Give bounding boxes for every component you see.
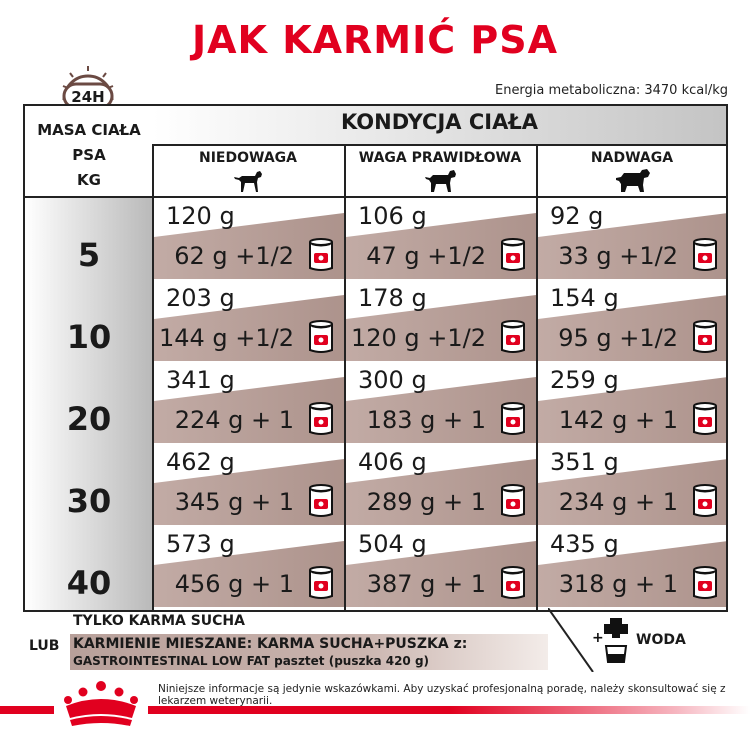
- dry-only-amount: 106 g: [358, 202, 427, 230]
- dry-only-amount: 178 g: [358, 284, 427, 312]
- mixed-amount: 456 g + 1: [174, 570, 294, 598]
- water-label: WODA: [636, 632, 686, 648]
- weight-header-line3: KG: [77, 171, 101, 189]
- mixed-amount: 183 g + 1: [366, 406, 486, 434]
- col-header-normal: WAGA PRAWIDŁOWA: [358, 150, 522, 166]
- weight-value: 30: [66, 482, 112, 520]
- dry-only-amount: 259 g: [550, 366, 619, 394]
- legend-or: LUB: [29, 638, 60, 654]
- condition-header: KONDYCJA CIAŁA: [340, 110, 539, 134]
- weight-value: 20: [66, 400, 112, 438]
- dry-only-amount: 462 g: [166, 448, 235, 476]
- mixed-amount: 345 g + 1: [174, 488, 294, 516]
- weight-header-line2: PSA: [72, 146, 106, 164]
- mixed-amount: 234 g + 1: [558, 488, 678, 516]
- mixed-amount: 62 g +1/2: [174, 242, 294, 270]
- legend-dry-only: TYLKO KARMA SUCHA: [73, 613, 245, 629]
- weight-value: 5: [77, 236, 101, 274]
- mixed-amount: 47 g +1/2: [366, 242, 486, 270]
- dry-only-amount: 504 g: [358, 530, 427, 558]
- disclaimer: Niniejsze informacje są jedynie wskazówkami. Aby uzyskać profesjonalną poradę, należy skonsultować się z lekarzem weterynarii.: [158, 683, 726, 707]
- dry-only-amount: 300 g: [358, 366, 427, 394]
- dry-only-amount: 435 g: [550, 530, 619, 558]
- mixed-amount: 318 g + 1: [558, 570, 678, 598]
- dry-only-amount: 351 g: [550, 448, 619, 476]
- dry-only-amount: 154 g: [550, 284, 619, 312]
- clock-label: 24H: [71, 88, 105, 106]
- col-header-overweight: NADWAGA: [590, 150, 674, 166]
- dry-only-amount: 573 g: [166, 530, 235, 558]
- col-header-underweight: NIEDOWAGA: [199, 150, 297, 166]
- mixed-amount: 387 g + 1: [366, 570, 486, 598]
- water-plus: +: [592, 630, 604, 646]
- dry-only-amount: 120 g: [166, 202, 235, 230]
- weight-value: 40: [66, 564, 112, 602]
- weight-header-line1: MASA CIAŁA: [37, 121, 141, 139]
- royal-canin-crown-logo: [48, 672, 154, 732]
- dry-only-amount: 92 g: [550, 202, 604, 230]
- page-title: JAK KARMIĆ PSA: [191, 18, 559, 62]
- dry-only-amount: 406 g: [358, 448, 427, 476]
- mixed-amount: 144 g +1/2: [158, 324, 294, 352]
- table-frame: [23, 104, 728, 612]
- mixed-amount: 120 g +1/2: [350, 324, 486, 352]
- mixed-amount: 33 g +1/2: [558, 242, 678, 270]
- energy-info: Energia metaboliczna: 3470 kcal/kg: [494, 83, 728, 98]
- dry-only-amount: 203 g: [166, 284, 235, 312]
- mixed-amount: 224 g + 1: [174, 406, 294, 434]
- tap-icon: [604, 618, 628, 662]
- mixed-amount: 142 g + 1: [558, 406, 678, 434]
- legend-mixed-line2: GASTROINTESTINAL LOW FAT pasztet (puszka 420 g): [73, 654, 430, 668]
- mixed-amount: 289 g + 1: [366, 488, 486, 516]
- mixed-amount: 95 g +1/2: [558, 324, 678, 352]
- weight-value: 10: [66, 318, 112, 356]
- dry-only-amount: 341 g: [166, 366, 235, 394]
- legend-mixed-line1: KARMIENIE MIESZANE: KARMA SUCHA+PUSZKA z:: [73, 636, 468, 652]
